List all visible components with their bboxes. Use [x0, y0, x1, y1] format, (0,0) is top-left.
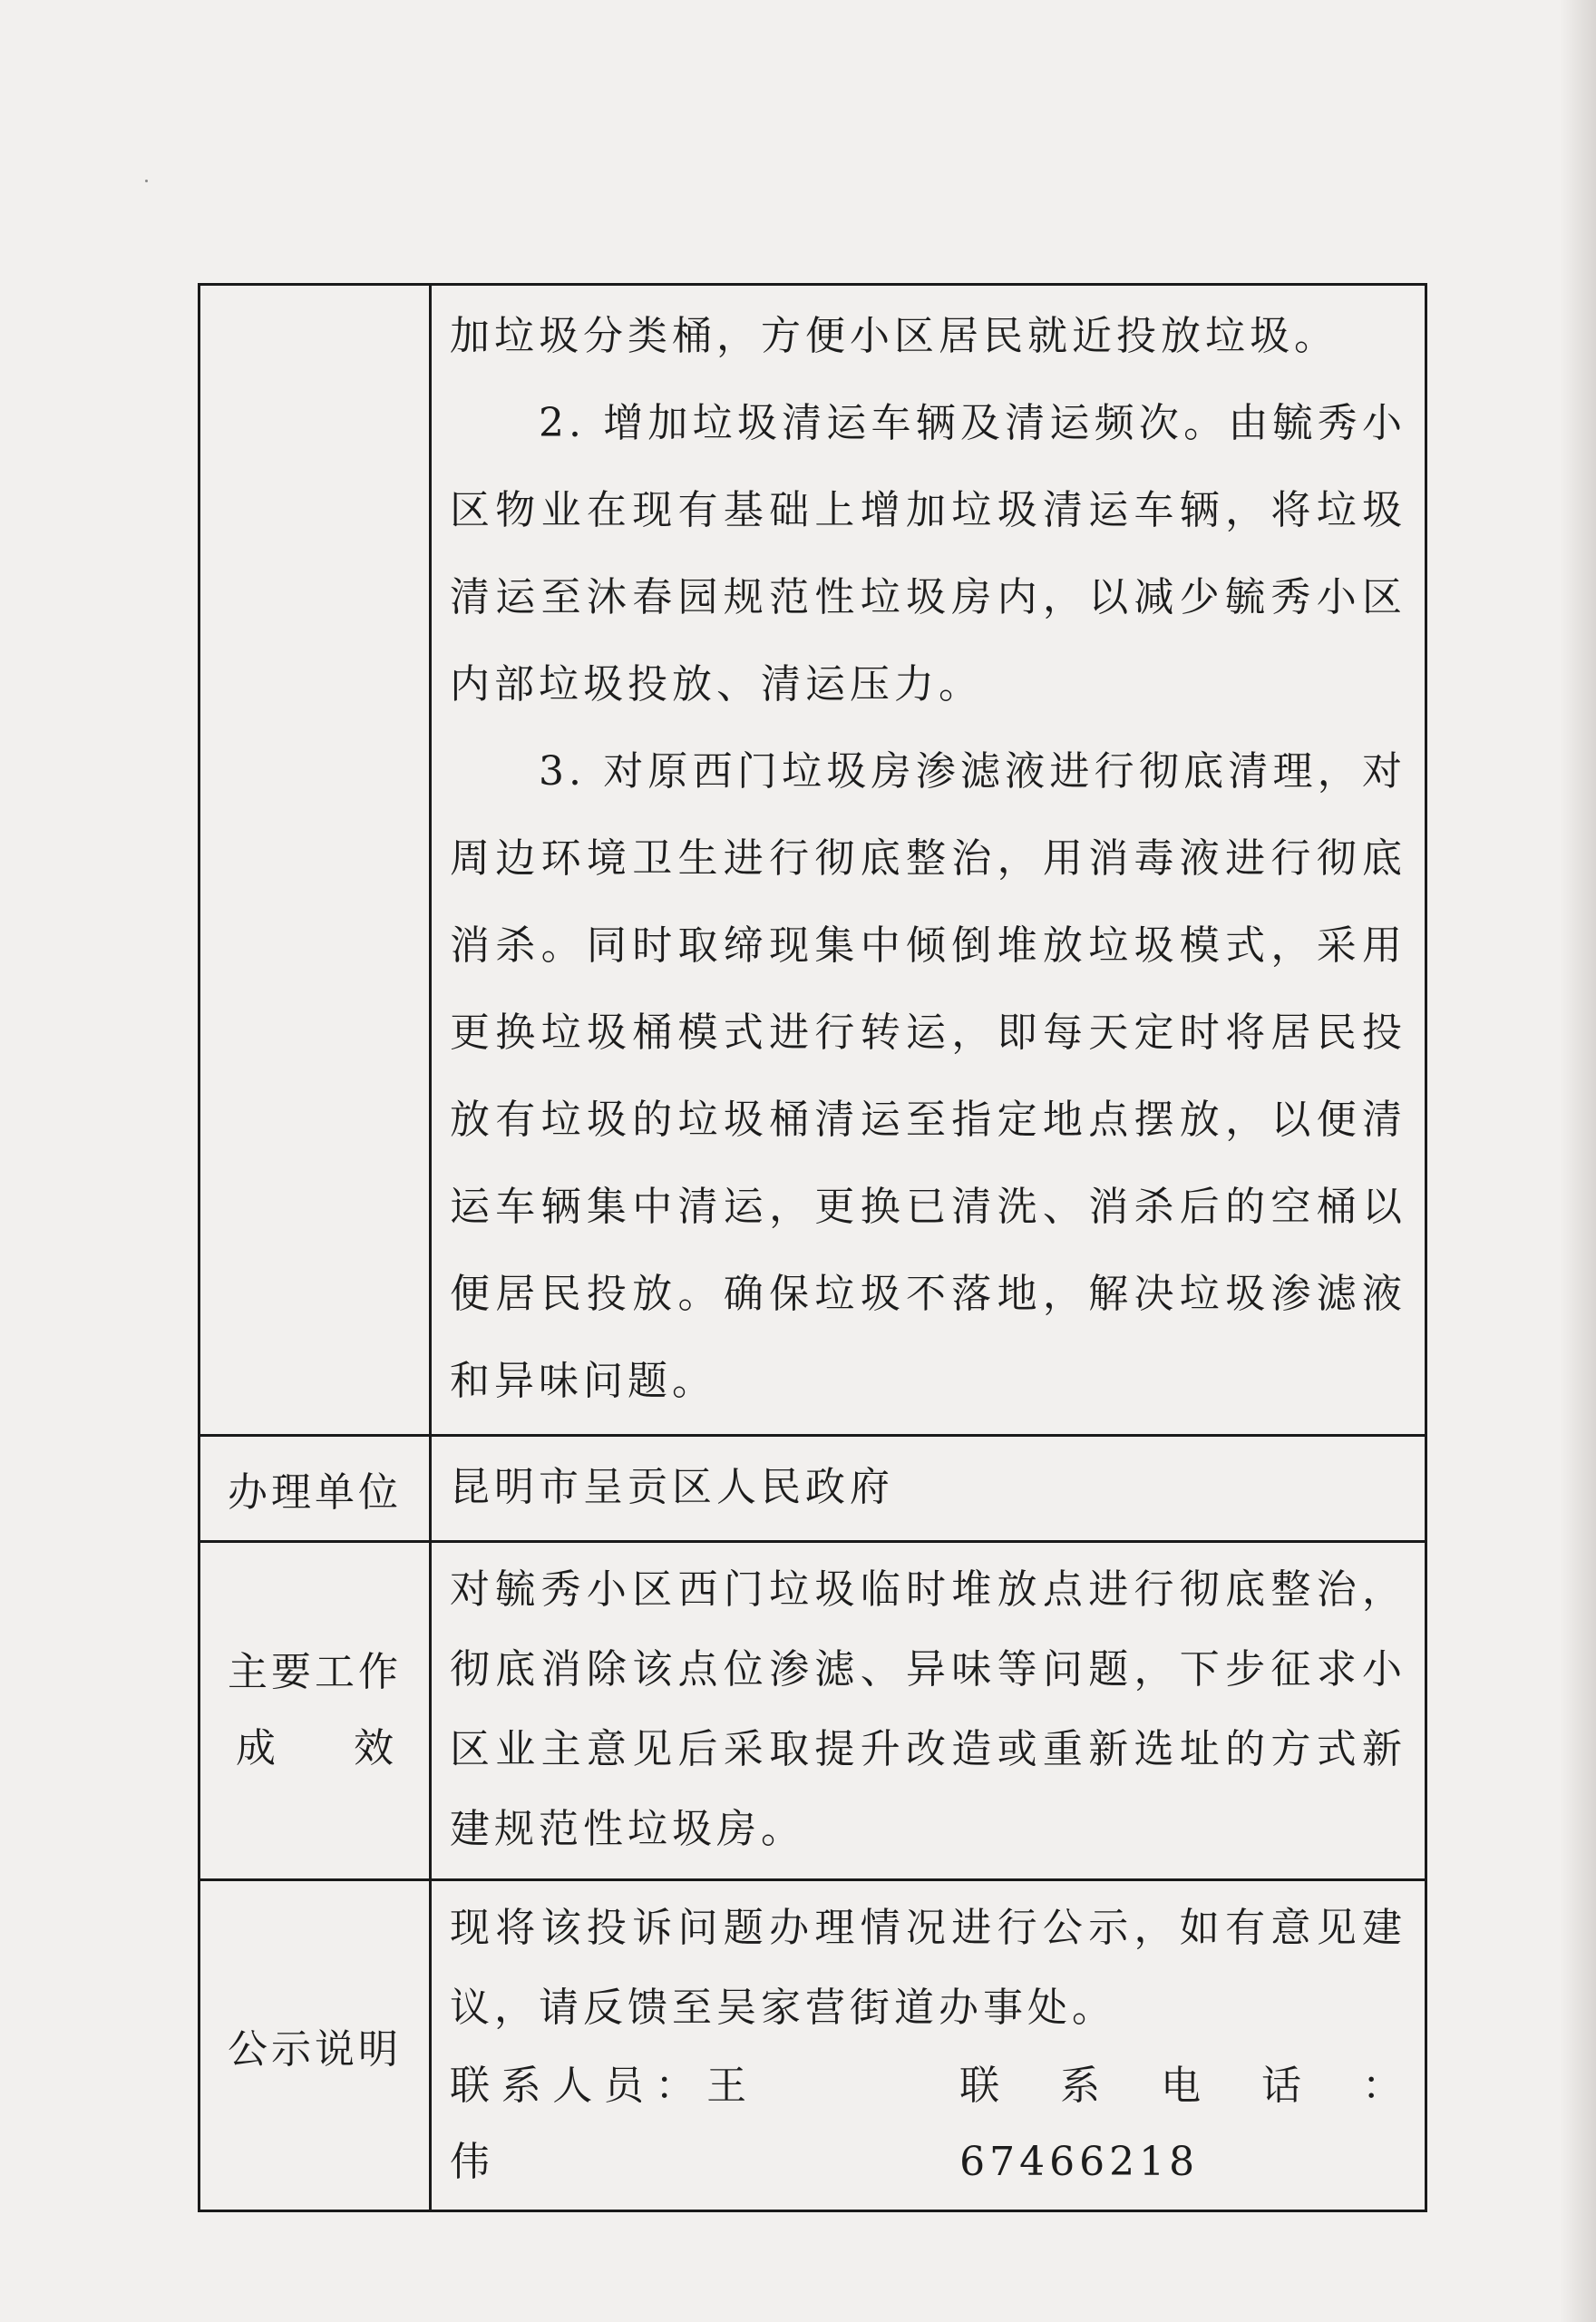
main-results-label [200, 1542, 431, 1880]
measure-paragraph-continued: 加垃圾分类桶，方便小区居民就近投放垃圾。 [450, 313, 1338, 359]
measure-paragraph-2: 2. 增加垃圾清运车辆及清运频次。由毓秀小区物业在现有基础上增加垃圾清运车辆，将垃圾清运至沐春园规范性垃圾房内，以减少毓秀小区内部垃圾投放、清运压力。 [450, 400, 1406, 707]
table-row-measures [200, 285, 1426, 1436]
main-results-label-char-a: 成 [236, 1725, 276, 1771]
main-results-text: 对毓秀小区西门垃圾临时堆放点进行彻底整治，彻底消除该点位渗滤、异味等问题，下步征求小区业主意见后采取提升改造或重新选址的方式新建规范性垃圾房。 [450, 1566, 1406, 1852]
handling-unit-label: 办理单位 [200, 1436, 431, 1542]
contact-row [450, 2048, 1406, 2200]
main-results-label-line2 [200, 1711, 429, 1787]
scan-speck [145, 180, 148, 182]
measures-content-cell [431, 285, 1426, 1436]
contact-person: 联系人员：王伟 [450, 2063, 752, 2185]
contact-phone: 联系电话：67466218 [959, 2063, 1406, 2185]
table-row-notice [200, 1880, 1426, 2211]
measure-paragraph-3: 3. 对原西门垃圾房渗滤液进行彻底清理，对周边环境卫生进行彻底整治，用消毒液进行彻底消杀。同时取缔现集中倾倒堆放垃圾模式，采用更换垃圾桶模式进行转运，即每天定时将居民投放有垃圾的垃圾桶清运至指定地点摆放，以便清运车辆集中清运，更换已清洗、消杀后的空桶以便居民投放。确保垃圾不落地，解决垃圾渗滤液和异味问题。 [450, 748, 1406, 1404]
public-notice-table [198, 283, 1427, 2212]
notice-label: 公示说明 [200, 1880, 431, 2211]
table-row-handling-unit [200, 1436, 1426, 1542]
main-results-label-char-b: 效 [354, 1725, 394, 1771]
main-results-content [431, 1542, 1426, 1880]
notice-content [431, 1880, 1426, 2211]
main-results-label-line1: 主要工作 [228, 1649, 402, 1695]
notice-text: 现将该投诉问题办理情况进行公示，如有意见建议，请反馈至吴家营街道办事处。 [450, 1905, 1406, 2031]
handling-unit-value: 昆明市呈贡区人民政府 [431, 1436, 1426, 1542]
page-edge-shadow [1560, 0, 1596, 2322]
table-row-main-results [200, 1542, 1426, 1880]
empty-label-cell [200, 285, 431, 1436]
